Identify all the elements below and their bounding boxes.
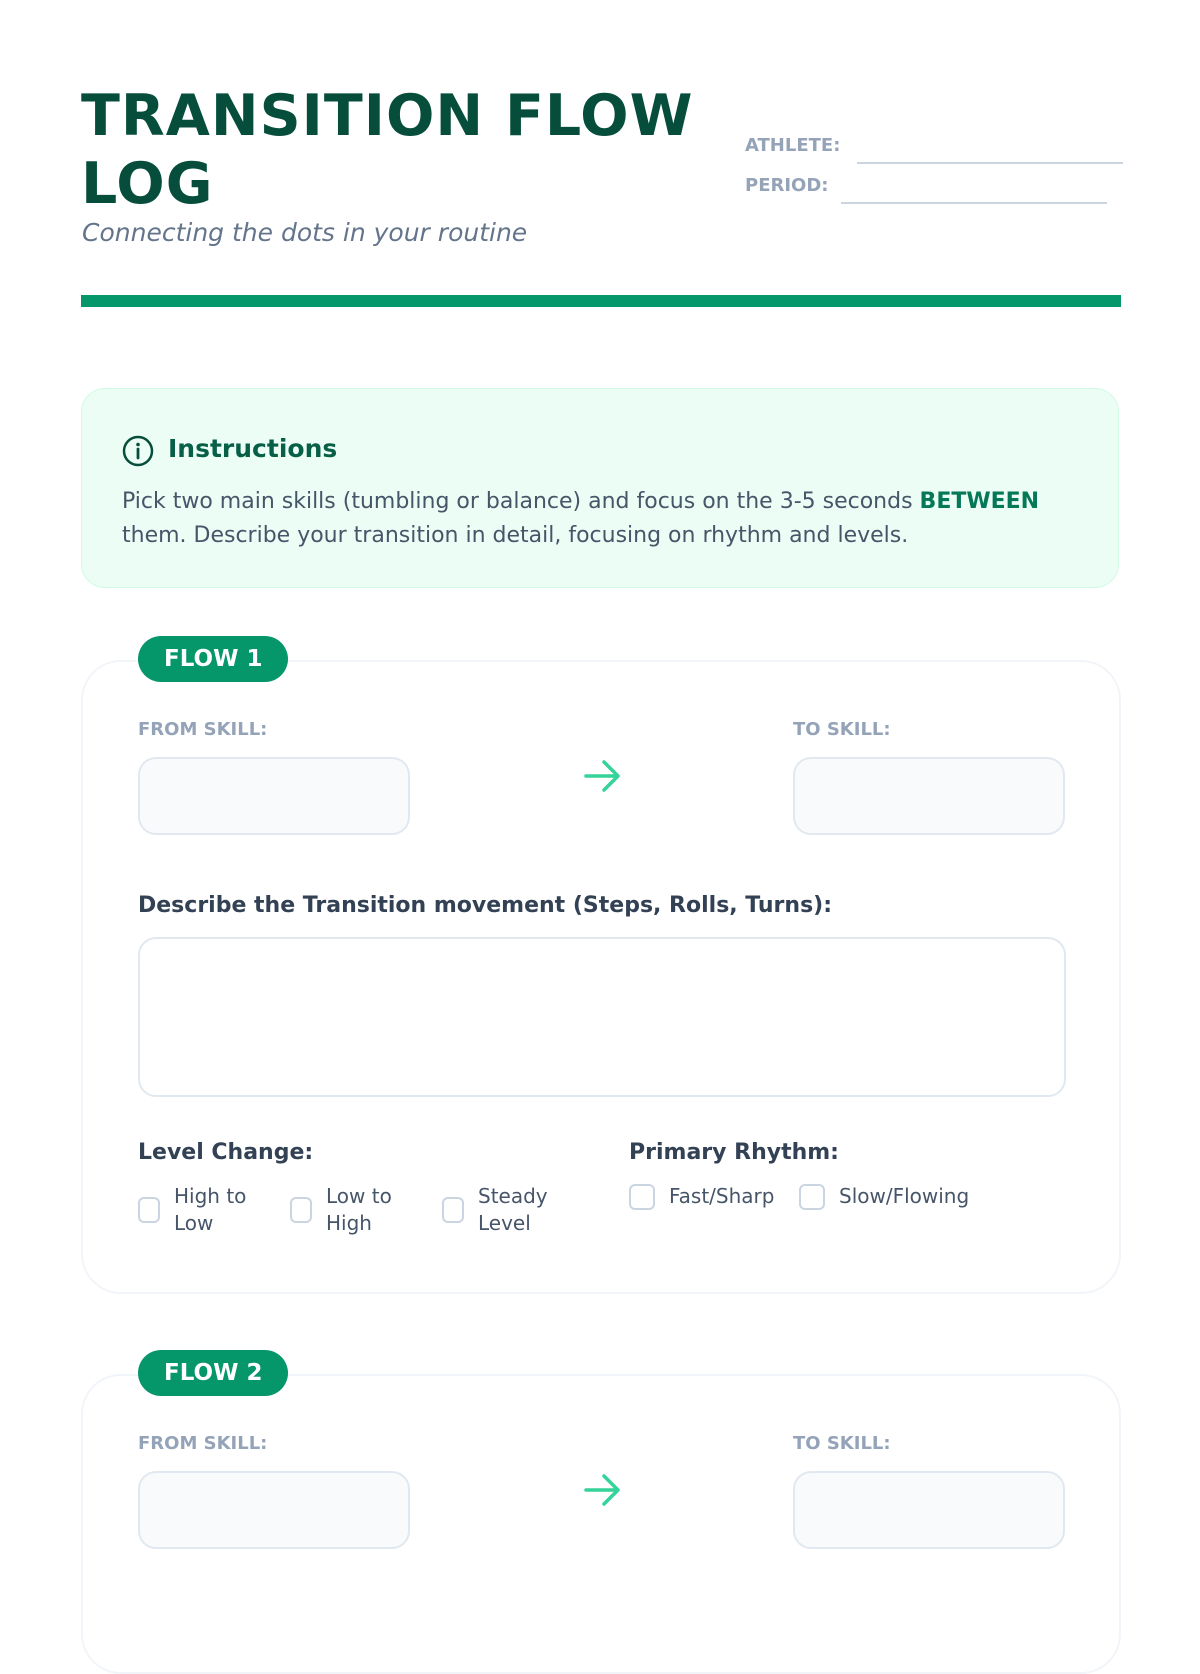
instructions-emphasis: BETWEEN	[919, 489, 1040, 514]
rhythm-option-slow-flowing[interactable]: Slow/Flowing	[799, 1183, 969, 1210]
flow-2-badge: FLOW 2	[138, 1350, 288, 1396]
checkbox[interactable]	[799, 1184, 825, 1210]
level-option-low-to-high[interactable]: Low to High	[290, 1183, 420, 1237]
period-label: PERIOD:	[745, 175, 829, 196]
flow-2-from-skill-input[interactable]	[138, 1471, 410, 1549]
period-field[interactable]	[841, 202, 1107, 204]
checkbox[interactable]	[290, 1197, 312, 1223]
flow-2-to-skill-input[interactable]	[793, 1471, 1065, 1549]
checkbox[interactable]	[442, 1197, 464, 1223]
flow-1-describe-label: Describe the Transition movement (Steps, Rolls, Turns):	[138, 893, 833, 918]
flow-1-rhythm-label: Primary Rhythm:	[629, 1140, 839, 1165]
level-option-steady-level[interactable]: Steady Level	[442, 1183, 572, 1237]
athlete-field[interactable]	[857, 162, 1123, 164]
info-icon	[122, 435, 154, 467]
flow-1-transition-description[interactable]	[138, 937, 1066, 1097]
flow-1-badge: FLOW 1	[138, 636, 288, 682]
instructions-title: Instructions	[168, 434, 338, 463]
flow-1-from-skill-input[interactable]	[138, 757, 410, 835]
header-divider	[81, 295, 1121, 307]
arrow-right-icon	[583, 756, 623, 796]
page-title: TRANSITION FLOW LOG	[81, 83, 694, 217]
checkbox[interactable]	[629, 1184, 655, 1210]
flow-2-to-label: TO SKILL:	[793, 1433, 891, 1454]
athlete-label: ATHLETE:	[745, 135, 841, 156]
level-option-high-to-low[interactable]: High to Low	[138, 1183, 268, 1237]
instructions-text: Pick two main skills (tumbling or balance) and focus on the 3-5 seconds BETWEEN them. Describe your transition in detail, focusing on rhythm and levels.	[122, 489, 1040, 548]
checkbox[interactable]	[138, 1197, 160, 1223]
arrow-right-icon	[583, 1470, 623, 1510]
flow-1-from-label: FROM SKILL:	[138, 719, 268, 740]
flow-1-to-label: TO SKILL:	[793, 719, 891, 740]
flow-2-from-label: FROM SKILL:	[138, 1433, 268, 1454]
page-subtitle: Connecting the dots in your routine	[82, 218, 528, 247]
flow-1-to-skill-input[interactable]	[793, 757, 1065, 835]
rhythm-option-fast-sharp[interactable]: Fast/Sharp	[629, 1183, 774, 1210]
instructions-panel	[81, 388, 1119, 588]
flow-1-level-label: Level Change:	[138, 1140, 314, 1165]
